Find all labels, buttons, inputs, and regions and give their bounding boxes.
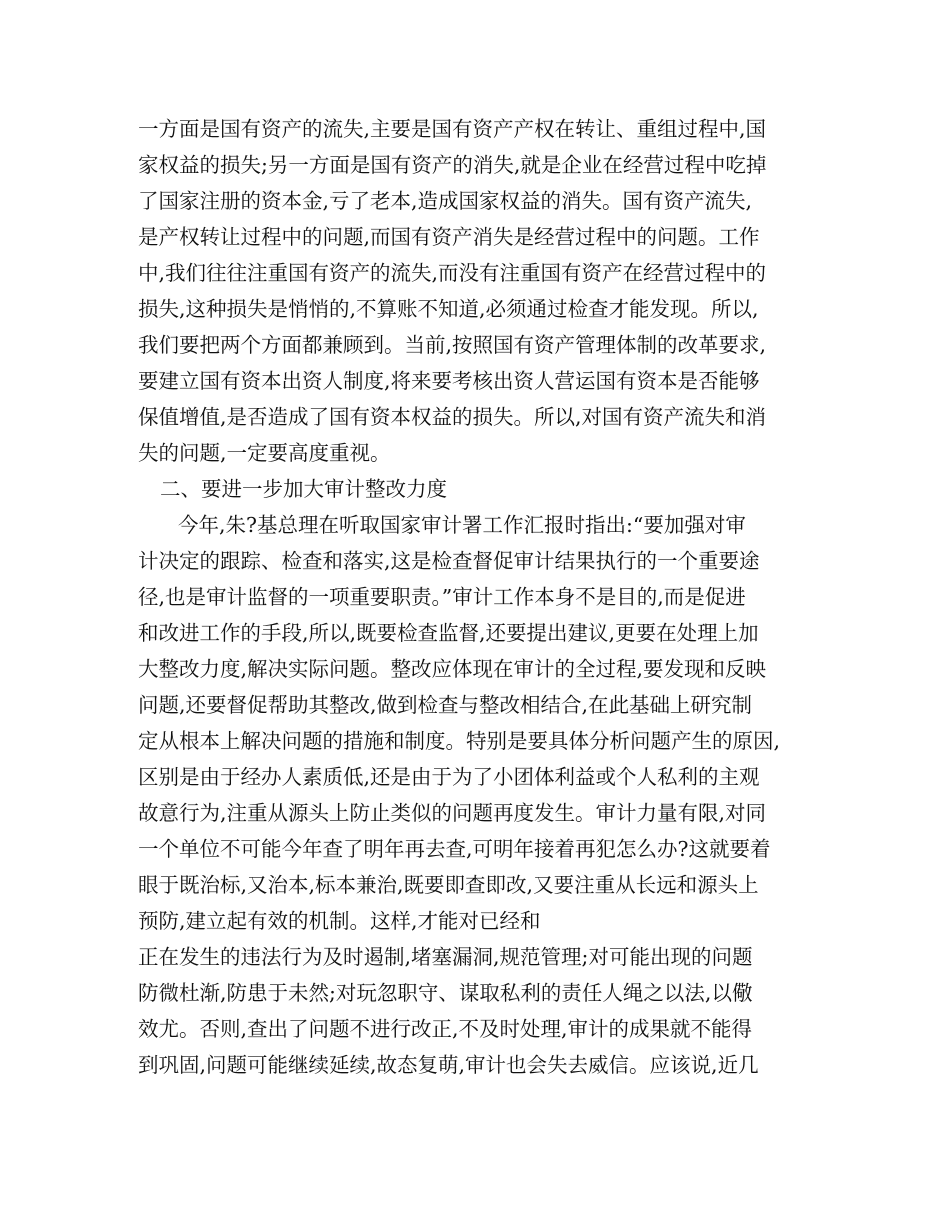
paragraph-line: 今年,朱?基总理在听取国家审计署工作汇报时指出:“要加强对审 (178, 513, 746, 537)
paragraph-line: 是产权转让过程中的问题,而国有资产消失是经营过程中的问题。工作 (138, 225, 760, 249)
paragraph-line: 一个单位不可能今年查了明年再去查,可明年接着再犯怎么办?这就要着 (138, 837, 771, 861)
document-body (138, 111, 818, 1083)
paragraph-line: 大整改力度,解决实际问题。整改应体现在审计的全过程,要发现和反映 (138, 657, 767, 681)
section-heading: 二、要进一步加大审计整改力度 (160, 477, 447, 501)
paragraph-line: 中,我们往往注重国有资产的流失,而没有注重国有资产在经营过程中的 (138, 261, 767, 285)
paragraph-line: 正在发生的违法行为及时遏制,堵塞漏洞,规范管理;对可能出现的问题 (138, 945, 753, 969)
paragraph-line: 了国家注册的资本金,亏了老本,造成国家权益的消失。国有资产流失, (138, 189, 753, 213)
paragraph-line: 问题,还要督促帮助其整改,做到检查与整改相结合,在此基础上研究制 (138, 693, 753, 717)
paragraph-line: 径,也是审计监督的一项重要职责。”审计工作本身不是目的,而是促进 (138, 585, 746, 609)
paragraph-line: 故意行为,注重从源头上防止类似的问题再度发生。审计力量有限,对同 (138, 801, 767, 825)
paragraph-line: 保值增值,是否造成了国有资本权益的损失。所以,对国有资产流失和消 (138, 405, 767, 429)
paragraph-line: 眼于既治标,又治本,标本兼治,既要即查即改,又要注重从长远和源头上 (138, 873, 759, 897)
paragraph-line: 一方面是国有资产的流失,主要是国有资产产权在转让、重组过程中,国 (138, 117, 767, 141)
paragraph-line: 定从根本上解决问题的措施和制度。特别是要具体分析问题产生的原因, (138, 729, 781, 753)
paragraph-line: 预防,建立起有效的机制。这样,才能对已经和 (138, 909, 541, 933)
paragraph-line: 失的问题,一定要高度重视。 (138, 441, 391, 465)
paragraph-line: 区别是由于经办人素质低,还是由于为了小团体利益或个人私利的主观 (138, 765, 760, 789)
paragraph-line: 家权益的损失;另一方面是国有资产的消失,就是企业在经营过程中吃掉 (138, 153, 767, 177)
paragraph-line: 防微杜渐,防患于未然;对玩忽职守、谋取私利的责任人绳之以法,以儆 (138, 981, 753, 1005)
paragraph-line: 我们要把两个方面都兼顾到。当前,按照国有资产管理体制的改革要求, (138, 333, 767, 357)
paragraph-line: 损失,这种损失是悄悄的,不算账不知道,必须通过检查才能发现。所以, (138, 297, 759, 321)
paragraph-line: 和改进工作的手段,所以,既要检查监督,还要提出建议,更要在处理上加 (138, 621, 759, 645)
paragraph-line: 计决定的跟踪、检查和落实,这是检查督促审计结果执行的一个重要途 (138, 549, 760, 573)
paragraph-line: 要建立国有资本出资人制度,将来要考核出资人营运国有资本是否能够 (138, 369, 760, 393)
paragraph-line: 到巩固,问题可能继续延续,故态复萌,审计也会失去威信。应该说,近几 (138, 1053, 759, 1077)
paragraph-line: 效尤。否则,查出了问题不进行改正,不及时处理,审计的成果就不能得 (138, 1017, 753, 1041)
